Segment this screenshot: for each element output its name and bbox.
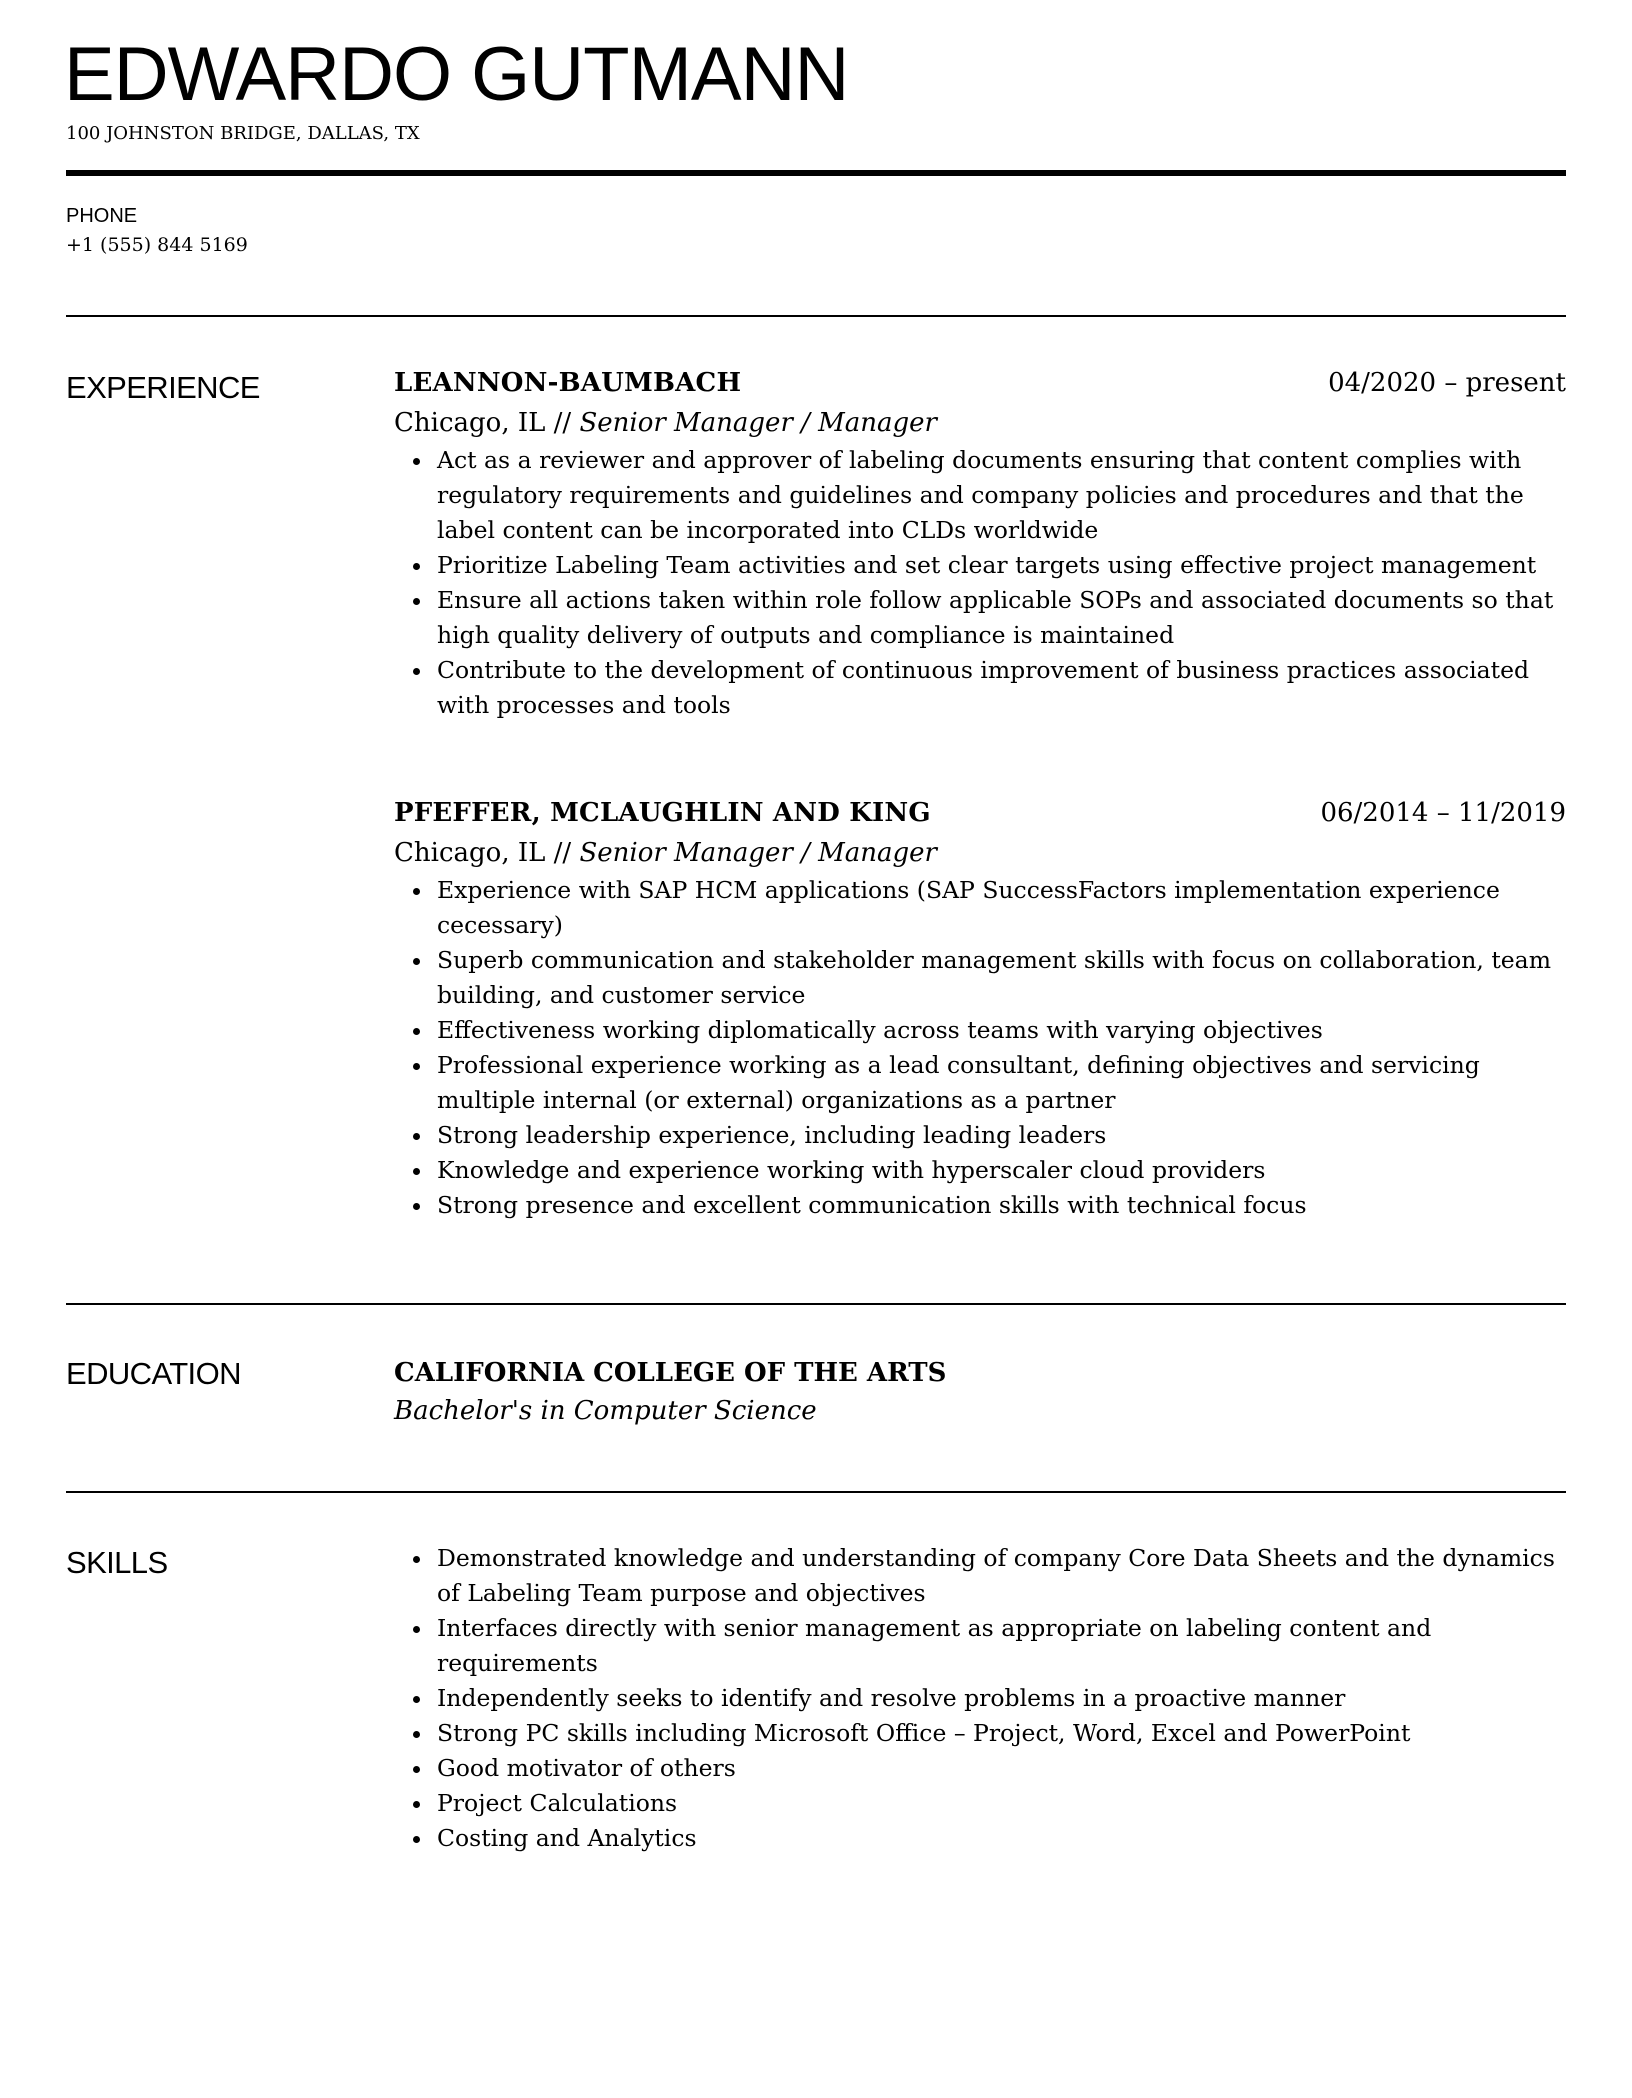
bullet-icon [413, 1203, 420, 1210]
section-label-education: EDUCATION [66, 1356, 241, 1391]
job-bullet [437, 1188, 1566, 1223]
bullet-icon [413, 1028, 420, 1035]
experience-section [394, 363, 1566, 723]
skill-item [437, 1541, 1566, 1611]
bullet-text: Ensure all actions taken within role follow applicable SOPs and associated documents so that high quality delivery of outputs and compliance is maintained [437, 586, 1554, 649]
job-entry [394, 793, 1566, 1223]
bullet-text: Strong leadership experience, including leading leaders [437, 1121, 1107, 1149]
bullet-text: Experience with SAP HCM applications (SAP SuccessFactors implementation experience cecessary) [437, 876, 1500, 939]
job-bullet [437, 653, 1566, 723]
phone-label: PHONE [66, 205, 138, 227]
skill-text: Project Calculations [437, 1789, 678, 1817]
education-section [394, 1353, 1566, 1429]
bullet-icon [413, 1696, 420, 1703]
job-bullet [437, 583, 1566, 653]
experience-section-2 [394, 793, 1566, 1223]
section-label-skills: SKILLS [66, 1545, 168, 1580]
bullet-icon [413, 958, 420, 965]
job-header [394, 363, 1566, 403]
bullet-text: Prioritize Labeling Team activities and set clear targets using effective project management [437, 551, 1537, 579]
job-bullet [437, 873, 1566, 943]
bullet-text: Effectiveness working diplomatically across teams with varying objectives [437, 1016, 1323, 1044]
bullet-icon [413, 888, 420, 895]
job-title: Senior Manager / Manager [579, 838, 937, 868]
bullet-text: Superb communication and stakeholder management skills with focus on collaboration, team building, and customer service [437, 946, 1551, 1009]
bullet-icon [413, 668, 420, 675]
header-divider [66, 170, 1566, 176]
job-bullet [437, 1118, 1566, 1153]
bullet-text: Act as a reviewer and approver of labeling documents ensuring that content complies with regulatory requirements and guidelines and company policies and procedures and that the label content can be incorporated into CLDs worldwide [437, 446, 1524, 544]
bullet-icon [413, 1626, 420, 1633]
job-location: Chicago, IL // [394, 408, 572, 438]
bullet-icon [413, 1801, 420, 1808]
skill-item [437, 1611, 1566, 1681]
bullet-icon [413, 1063, 420, 1070]
school-name: CALIFORNIA COLLEGE OF THE ARTS [394, 1358, 947, 1388]
job-location: Chicago, IL // [394, 838, 572, 868]
skill-item [437, 1751, 1566, 1786]
bullet-text: Knowledge and experience working with hyperscaler cloud providers [437, 1156, 1266, 1184]
job-bullet [437, 443, 1566, 548]
job-dates: 06/2014 – 11/2019 [1320, 798, 1566, 828]
job-subtitle [394, 403, 1566, 443]
job-entry [394, 363, 1566, 723]
job-title: Senior Manager / Manager [579, 408, 937, 438]
bullet-icon [413, 1556, 420, 1563]
job-bullet [437, 548, 1566, 583]
job-dates: 04/2020 – present [1328, 368, 1566, 398]
section-label-experience: EXPERIENCE [66, 370, 260, 405]
skill-text: Strong PC skills including Microsoft Office – Project, Word, Excel and PowerPoint [437, 1719, 1411, 1747]
bullet-text: Contribute to the development of continuous improvement of business practices associated with processes and tools [437, 656, 1530, 719]
address: 100 JOHNSTON BRIDGE, DALLAS, TX [66, 123, 420, 144]
job-subtitle [394, 833, 1566, 873]
degree: Bachelor's in Computer Science [394, 1396, 817, 1426]
skill-item [437, 1786, 1566, 1821]
job-bullet [437, 1153, 1566, 1188]
company-name: LEANNON-BAUMBACH [394, 368, 742, 398]
skills-section [394, 1541, 1566, 1856]
bullet-icon [413, 1168, 420, 1175]
bullet-icon [413, 1133, 420, 1140]
bullet-icon [413, 563, 420, 570]
bullet-text: Strong presence and excellent communication skills with technical focus [437, 1191, 1307, 1219]
bullet-text: Professional experience working as a lead consultant, defining objectives and servicing multiple internal (or external) organizations as a partner [437, 1051, 1480, 1114]
bullet-icon [413, 1766, 420, 1773]
company-name: PFEFFER, MCLAUGHLIN AND KING [394, 798, 931, 828]
bullet-icon [413, 458, 420, 465]
section-divider [66, 1491, 1566, 1493]
job-bullet [437, 1013, 1566, 1048]
skill-text: Costing and Analytics [437, 1824, 697, 1852]
bullet-icon [413, 1836, 420, 1843]
job-bullet [437, 1048, 1566, 1118]
job-bullet [437, 943, 1566, 1013]
bullet-icon [413, 1731, 420, 1738]
skill-text: Demonstrated knowledge and understanding of company Core Data Sheets and the dynamics of Labeling Team purpose and objectives [437, 1544, 1555, 1607]
job-bullets [394, 443, 1566, 723]
skill-item [437, 1716, 1566, 1751]
skill-text: Independently seeks to identify and resolve problems in a proactive manner [437, 1684, 1346, 1712]
skill-item [437, 1821, 1566, 1856]
job-bullets [394, 873, 1566, 1223]
job-header [394, 793, 1566, 833]
section-divider [66, 1303, 1566, 1305]
phone-number: +1 (555) 844 5169 [66, 234, 248, 256]
section-divider [66, 315, 1566, 317]
bullet-icon [413, 598, 420, 605]
candidate-name: EDWARDO GUTMANN [64, 32, 849, 117]
skills-list [394, 1541, 1566, 1856]
skill-text: Interfaces directly with senior management as appropriate on labeling content and requirements [437, 1614, 1432, 1677]
skill-item [437, 1681, 1566, 1716]
skill-text: Good motivator of others [437, 1754, 736, 1782]
